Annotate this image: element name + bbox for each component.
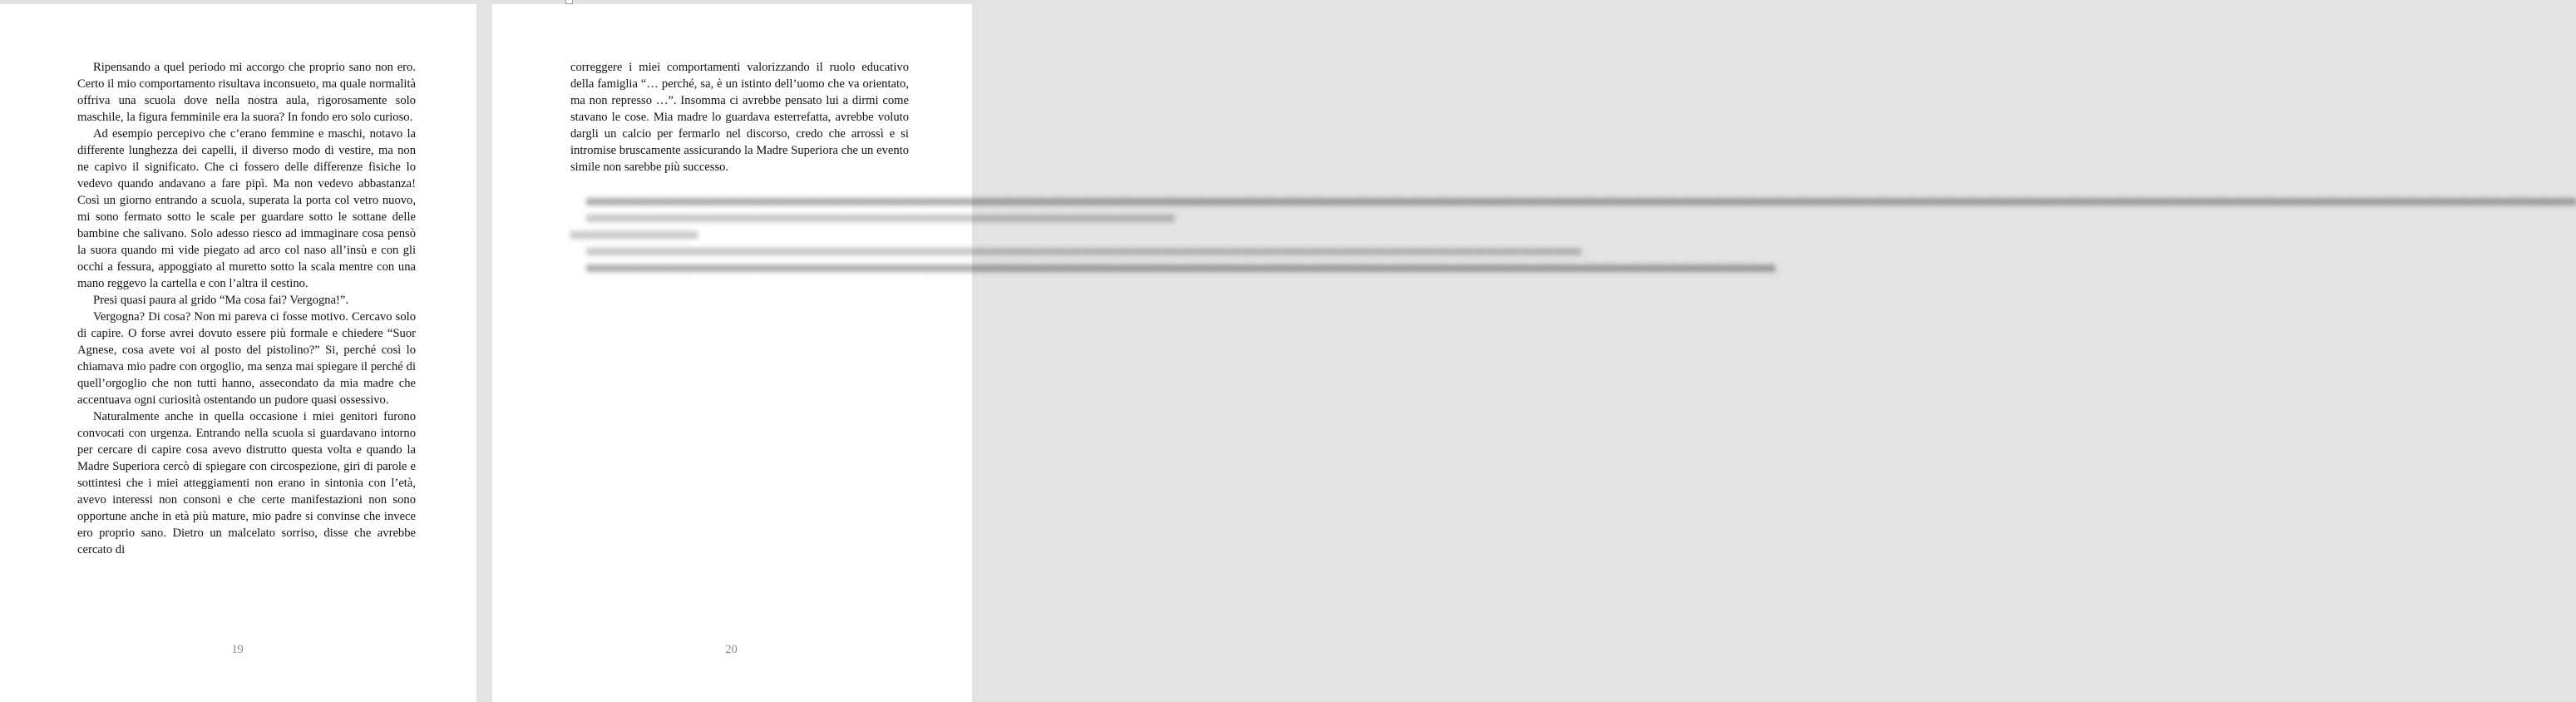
page-number: 20 [725, 643, 738, 656]
page-19 [0, 4, 476, 702]
paragraph: Presi quasi paura al grido “Ma cosa fai? Vergogna!”. [93, 294, 349, 307]
paragraph: Ad esempio percepivo che c’erano femmine e maschi, notavo la differente lunghezza dei capelli, il diverso modo di vestire, ma non ne capivo il significato. Che ci fossero delle differenze fisiche lo vedevo quando andavano a fare pipì. Ma non vedevo abbastanza! Così un giorno entrando a scuola, superata la porta col vetro nuovo, mi sono fermato sotto le scale per guardare sotto le sottane delle bambine che salivano. Solo adesso riesco ad immaginare cosa pensò la suora quando mi vide piegato ad arco col naso all’insù e con gli occhi a fessura, appoggiato al muretto sotto la scala mentre con una mano reggevo la cartella e con l’altra il cestino. [77, 127, 416, 290]
page-19-text [77, 59, 416, 558]
blurred-text-region: xxxxxxxxxxxxxxxxxxxxxxxxxxxxxxxxxxxxxxxxxxxxxxxxxxxxxxxxxxxxxxxxxxxxxxxxxxxxxxxxxxxxxxxxxxxxxxxxxxxxxxxxxxxxxxxxxxxxxxxxxxxxxxxxxxxxxxxxxxxxxxxxxxxxxxxxxxxxxxxxxxxxxxxxxxxxxxxxxxxxxxxxxxxxxxxxxxxxxxxxxxxxxxxxxxxxxxxxxxxxxxxxxxxxxxxxxxxxxxxxxxxxxxxxxxxxxxxxxxxxxxxxxxxxxxxxxxxxxxxxxxxxxxxxxxxxxxxxxxxxxxxxxxxxxxxxxxxxxxxxxxxxxxxx xxxxxxxxxxxxxxxxxxxxxxxxxxxxxxxxxxxxxxxxxxxxxxxxxxxxxxxxxxxxxxxxxxxxxxxxxxxxxxxxxxxxxxxxxxxxxxxxx xxxxxxxxxxxxxxxxxxxxx xxxxxxxxxxxxxxxxxxxxxxxxxxxxxxxxxxxxxxxxxxxxxxxxxxxxxxxxxxxxxxxxxxxxxxxxxxxxxxxxxxxxxxxxxxxxxxxxxxxxxxxxxxxxxxxxxxxxxxxxxxxxxxxxxxxxxxxxxxxxxxxxxxxxxxxxxxxxxxxxxxxx xxxxxxxxxxxxxxxxxxxxxxxxxxxxxxxxxxxxxxxxxxxxxxxxxxxxxxxxxxxxxxxxxxxxxxxxxxxxxxxxxxxxxxxxxxxxxxxxxxxxxxxxxxxxxxxxxxxxxxxxxxxxxxxxxxxxxxxxxxxxxxxxxxxxxxxxxxxxxxxxxxxxxxxxxxxxxxxxxxxxxxxxxxxxxxxxxxxx [570, 195, 2576, 274]
page-20-text [570, 59, 909, 176]
paragraph: Ripensando a quel periodo mi accorgo che proprio sano non ero. Certo il mio comportamento risultava inconsueto, ma quale normalità offriva una scuola dove nella nostra aula, rigorosamente solo maschile, la figura femminile era la suora? In fondo ero solo curioso. [77, 61, 416, 124]
page-number: 19 [231, 643, 244, 656]
paragraph: correggere i miei comportamenti valorizzando il ruolo educativo della famiglia “… perché, sa, è un istinto dell’uomo che va orientato, ma non represso …”. Insomma ci avrebbe pensato lui a dirmi come stavano le cose. Mia madre lo guardava esterrefatta, avrebbe voluto dargli un calcio per fermarlo nel discorso, credo che arrossì e si intromise bruscamente assicurando la Madre Superiora che un evento simile non sarebbe più successo. [570, 61, 909, 174]
paragraph: Vergogna? Di cosa? Non mi pareva ci fosse motivo. Cercavo solo di capire. O forse avrei dovuto essere più formale e chiedere “Suor Agnese, cosa avete voi al posto del pistolino?” Si, perché così lo chiamava mio padre con orgoglio, ma senza mai spiegare il perché di quell’orgoglio che non tutti hanno, assecondato da mia madre che accentuava ogni curiosità ostentando un pudore quasi ossessivo. [77, 310, 416, 407]
paragraph: Naturalmente anche in quella occasione i miei genitori furono convocati con urgenza. Entrando nella scuola si guardavano intorno per cercare di capire cosa avevo distrutto questa volta e quando la Madre Superiora cercò di spiegare con circospezione, giri di parole e sottintesi che i miei atteggiamenti non erano in sintonia con l’età, avevo interessi non consoni e che certe manifestazioni non sono opportune anche in età più mature, mio padre si convinse che invece ero proprio sano. Dietro un malcelato sorriso, disse che avrebbe cercato di [77, 410, 416, 556]
page-20 [492, 4, 2576, 702]
